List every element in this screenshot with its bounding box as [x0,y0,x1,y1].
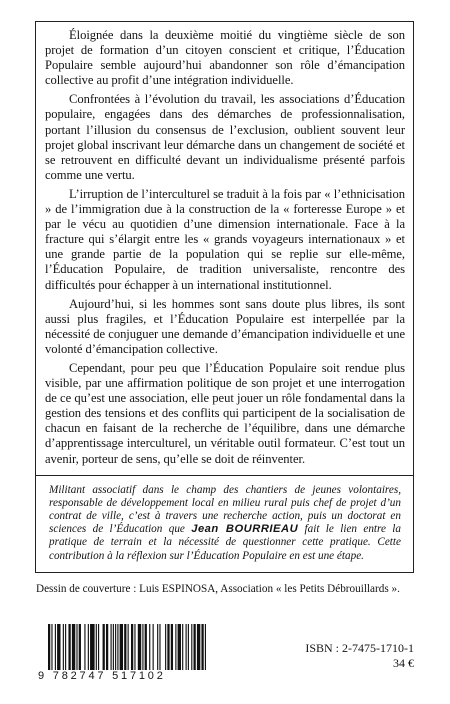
summary-paragraph-4: Aujourd’hui, si les hommes sont sans doute plus libres, ils sont aussi plus fragiles, et l’Éducation Populaire est interpellée par la nécessité de conjuguer une demande d’émancipation individuelle et une volonté d’émancipation collective. [45,296,405,356]
barcode-bar [88,624,89,676]
barcode-bar [111,624,112,676]
barcode-bar [48,624,50,676]
barcode-bar [51,624,52,676]
section-divider [36,475,413,476]
barcode-bar [197,624,200,676]
barcode-bar [76,624,77,676]
summary-paragraph-2: Confrontées à l’évolution du travail, les associations d’Éducation populaire, engagées dans des démarches de professionnalisation, portant l’illusion du consensus de l’exclusion, oublient souvent leur projet global inscrivant leur démarche dans un changement de société et se retrouvent en difficulté devant un individualisme présenté parfois comme une vertu. [45,92,405,182]
barcode-bar [84,624,85,676]
bio-text-after: fait le lien entre la pratique de terrain et la nécessité de questionner cette pratique. Cette contribution à la réflexion sur l’Éducation Populaire en est une étape. [49,523,401,562]
barcode-bar [153,624,154,676]
barcode-bar [188,624,189,676]
barcode-bar [201,624,203,676]
barcode-bar [120,624,123,676]
bio-text-before: Militant associatif dans le champ des chantiers de jeunes volontaires, responsable de développement local en milieu rural puis chef de projet d’un contrat de ville, c’est à travers une recherche action, puis un doctorat en sciences de l’Éducation que [49,483,401,536]
barcode-bar [178,624,181,676]
barcode-bar [55,624,56,676]
barcode-bar [113,624,114,676]
barcode-bar [171,624,173,676]
barcode-bar [63,624,64,676]
barcode-bar [194,624,196,676]
barcode-bar [96,624,97,676]
barcode-bar [68,624,70,676]
barcode-bar [106,624,108,676]
barcode-bar [115,624,116,676]
barcode-digits: 9 782747 517102 [38,670,208,682]
barcode-bar [98,624,99,676]
barcode-bar [165,624,166,676]
barcode-bar [142,624,143,676]
author-bio [49,484,401,563]
author-name: Jean BOURRIEAU [191,523,299,536]
barcode-bar [131,624,133,676]
barcode-bar [191,624,192,676]
barcode-bar [182,624,183,676]
barcode-bar [124,624,126,676]
barcode-bar [79,624,81,676]
barcode-bar [72,624,75,676]
barcode-bar [175,624,176,676]
barcode [38,624,208,682]
barcode-bar [117,624,118,676]
isbn: ISBN : 2-7475-1710-1 [305,641,414,655]
barcode-bar [149,624,150,676]
summary-paragraph-3: L’irruption de l’interculturel se traduit à la fois par « l’ethnicisation » de l’immigration due à la construction de la « forteresse Europe » et par le vécu au quotidien d’une dimension internationale. Face à la fracture qui s’élargit entre les « grands voyageurs internationaux » et une grande partie de la population qui se replie sur elle-même, l’Éducation Populaire, de tradition universaliste, rencontre des difficultés pour échapper à un international institutionnel. [45,186,405,292]
barcode-bar [157,624,158,676]
barcode-bar [145,624,147,676]
barcode-bar [186,624,187,676]
back-cover-text-box [35,21,414,573]
barcode-bar [205,624,206,676]
barcode-bar [159,624,160,676]
cover-credit: Dessin de couverture : Luis ESPINOSA, Association « les Petits Débrouillards ». [36,583,400,595]
barcode-bar [167,624,169,676]
barcode-bar [128,624,129,676]
barcode-bar [138,624,141,676]
barcode-bar [57,624,60,676]
barcode-bar [65,624,66,676]
summary-paragraph-1: Éloignée dans la deuxième moitié du vingtième siècle de son projet de formation d’un citoyen conscient et critique, l’Éducation Populaire semble aujourd’hui abandonner son rôle d’émancipation collective au profit d’une intégration individuelle. [45,28,405,88]
barcode-bar [134,624,135,676]
barcode-bar [103,624,105,676]
barcode-bars [38,624,208,676]
barcode-bar [90,624,95,676]
price: 34 € [393,656,414,670]
summary-text [45,28,405,467]
summary-paragraph-5: Cependant, pour peu que l’Éducation Populaire soit rendue plus visible, par une affirmation politique de son projet et une interrogation de ce qu’est une association, elle peut jouer un rôle fondamental dans la gestion des tensions et des conflits qui participent de la socialisation de chacun en faisant de la recherche de l’équilibre, dans une démarche d’apprentissage interculturel, un véritable outil formateur. C’est tout un avenir, porteur de sens, qu’elle se doit de réinventer. [45,360,405,466]
